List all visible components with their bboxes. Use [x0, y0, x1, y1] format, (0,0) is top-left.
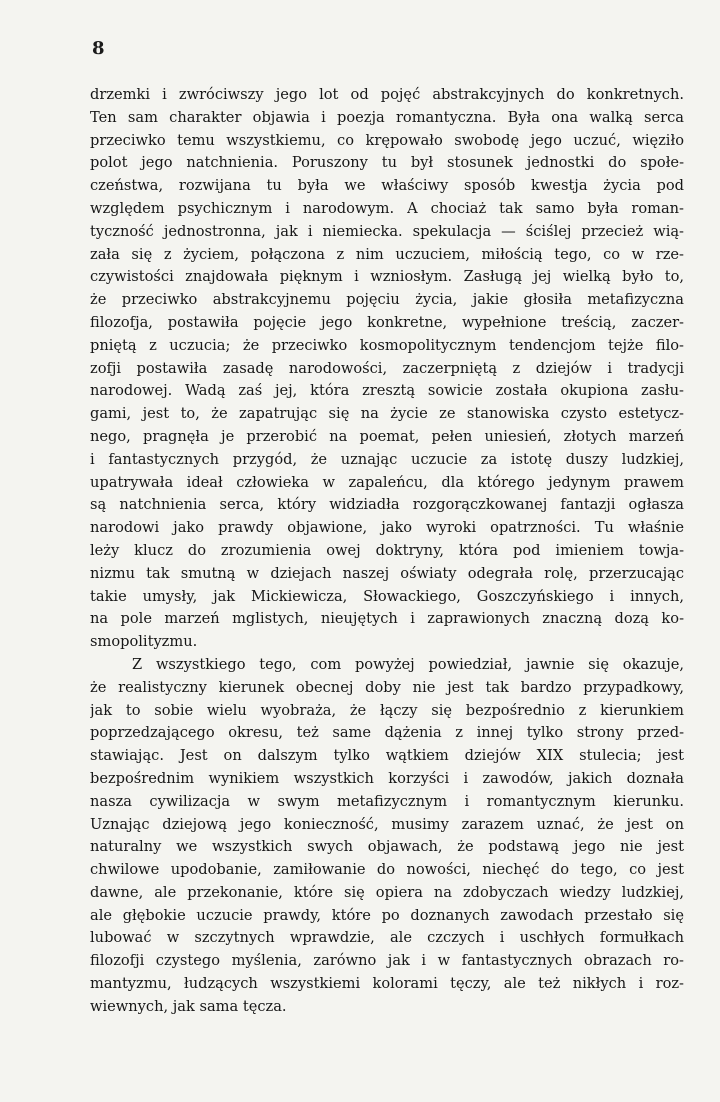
text-line: narodowej. Wadą zaś jej, która zresztą sowicie została okupiona zasłu- [90, 382, 684, 400]
body-text [90, 84, 684, 1019]
text-line: Z wszystkiego tego, com powyżej powiedział, jawnie się okazuje, [132, 655, 684, 673]
text-line: są natchnienia serca, który widziadła rozgorączkowanej fantazji ogłasza [90, 496, 684, 514]
text-line: i fantastycznych przygód, że uznając uczucie za istotę duszy ludzkiej, [90, 450, 684, 468]
text-line: smopolityzmu. [90, 633, 198, 651]
text-line: przeciwko temu wszystkiemu, co krępowało swobodę jego uczuć, więziło [90, 131, 684, 149]
text-line: nasza cywilizacja w swym metafizycznym i romantycznym kierunku. [90, 792, 684, 810]
text-line: na pole marzeń mglistych, nieujętych i zaprawionych znaczną dozą ko- [90, 610, 684, 628]
paragraph [90, 654, 684, 1019]
text-line: filozofji czystego myślenia, zarówno jak i w fantastycznych obrazach ro- [90, 952, 684, 970]
paragraph [90, 84, 684, 654]
text-line: dawne, ale przekonanie, które się opiera na zdobyczach wiedzy ludzkiej, [90, 883, 684, 901]
text-line: poprzedzającego okresu, też same dążenia z innej tylko strony przed- [90, 724, 684, 742]
text-line: stawiając. Jest on dalszym tylko wątkiem dziejów XIX stulecia; jest [90, 747, 684, 765]
text-line: chwilowe upodobanie, zamiłowanie do nowości, niechęć do tego, co jest [90, 861, 684, 879]
text-line: nego, pragnęła je przerobić na poemat, pełen uniesień, złotych marzeń [90, 427, 684, 445]
text-line: czeństwa, rozwijana tu była we właściwy sposób kwestja życia pod [90, 177, 684, 195]
text-line: gami, jest to, że zapatrując się na życie ze stanowiska czysto estetycz- [90, 405, 684, 423]
text-line: tyczność jednostronna, jak i niemiecka. spekulacja — ściślej przecież wią- [90, 222, 684, 240]
page-number: 8 [92, 38, 105, 59]
text-line: zofji postawiła zasadę narodowości, zaczerpniętą z dziejów i tradycji [90, 359, 684, 377]
text-line: nizmu tak smutną w dziejach naszej oświaty odegrała rolę, przerzucając [90, 564, 684, 582]
text-line: zała się z życiem, połączona z nim uczuciem, miłością tego, co w rze- [90, 245, 684, 263]
text-line: upatrywała ideał człowieka w zapaleńcu, dla którego jedynym prawem [90, 473, 684, 491]
text-line: że realistyczny kierunek obecnej doby nie jest tak bardzo przypadkowy, [90, 678, 684, 696]
text-line: naturalny we wszystkich swych objawach, że podstawą jego nie jest [90, 838, 684, 856]
text-line: że przeciwko abstrakcyjnemu pojęciu życia, jakie głosiła metafizyczna [90, 291, 684, 309]
text-line: względem psychicznym i narodowym. A chociaż tak samo była roman- [90, 199, 684, 217]
text-line: mantyzmu, łudzących wszystkiemi kolorami tęczy, ale też nikłych i roz- [90, 975, 684, 993]
text-line: ale głębokie uczucie prawdy, które po doznanych zawodach przestało się [90, 906, 684, 924]
text-line: narodowi jako prawdy objawione, jako wyroki opatrzności. Tu właśnie [90, 519, 684, 537]
text-line: filozofja, postawiła pojęcie jego konkretne, wypełnione treścią, zaczer- [90, 313, 684, 331]
text-line: Uznając dziejową jego konieczność, musimy zarazem uznać, że jest on [90, 815, 684, 833]
text-line: takie umysły, jak Mickiewicza, Słowackiego, Goszczyńskiego i innych, [90, 587, 684, 605]
text-line: Ten sam charakter objawia i poezja romantyczna. Była ona walką serca [90, 108, 684, 126]
text-line: pniętą z uczucia; że przeciwko kosmopolitycznym tendencjom tejże filo- [90, 336, 684, 354]
text-line: polot jego natchnienia. Poruszony tu był stosunek jednostki do społe- [90, 154, 684, 172]
text-line: drzemki i zwróciwszy jego lot od pojęć abstrakcyjnych do konkretnych. [90, 86, 684, 103]
text-line: bezpośrednim wynikiem wszystkich korzyści i zawodów, jakich doznała [90, 769, 684, 787]
text-line: lubować w szczytnych wprawdzie, ale czczych i uschłych formułkach [90, 929, 684, 947]
text-line: leży klucz do zrozumienia owej doktryny, która pod imieniem towja- [90, 541, 684, 559]
text-line: czywistości znajdowała pięknym i wzniosłym. Zasługą jej wielką było to, [90, 268, 684, 286]
text-line: wiewnych, jak sama tęcza. [90, 997, 287, 1015]
text-line: jak to sobie wielu wyobraża, że łączy się bezpośrednio z kierunkiem [90, 701, 684, 719]
